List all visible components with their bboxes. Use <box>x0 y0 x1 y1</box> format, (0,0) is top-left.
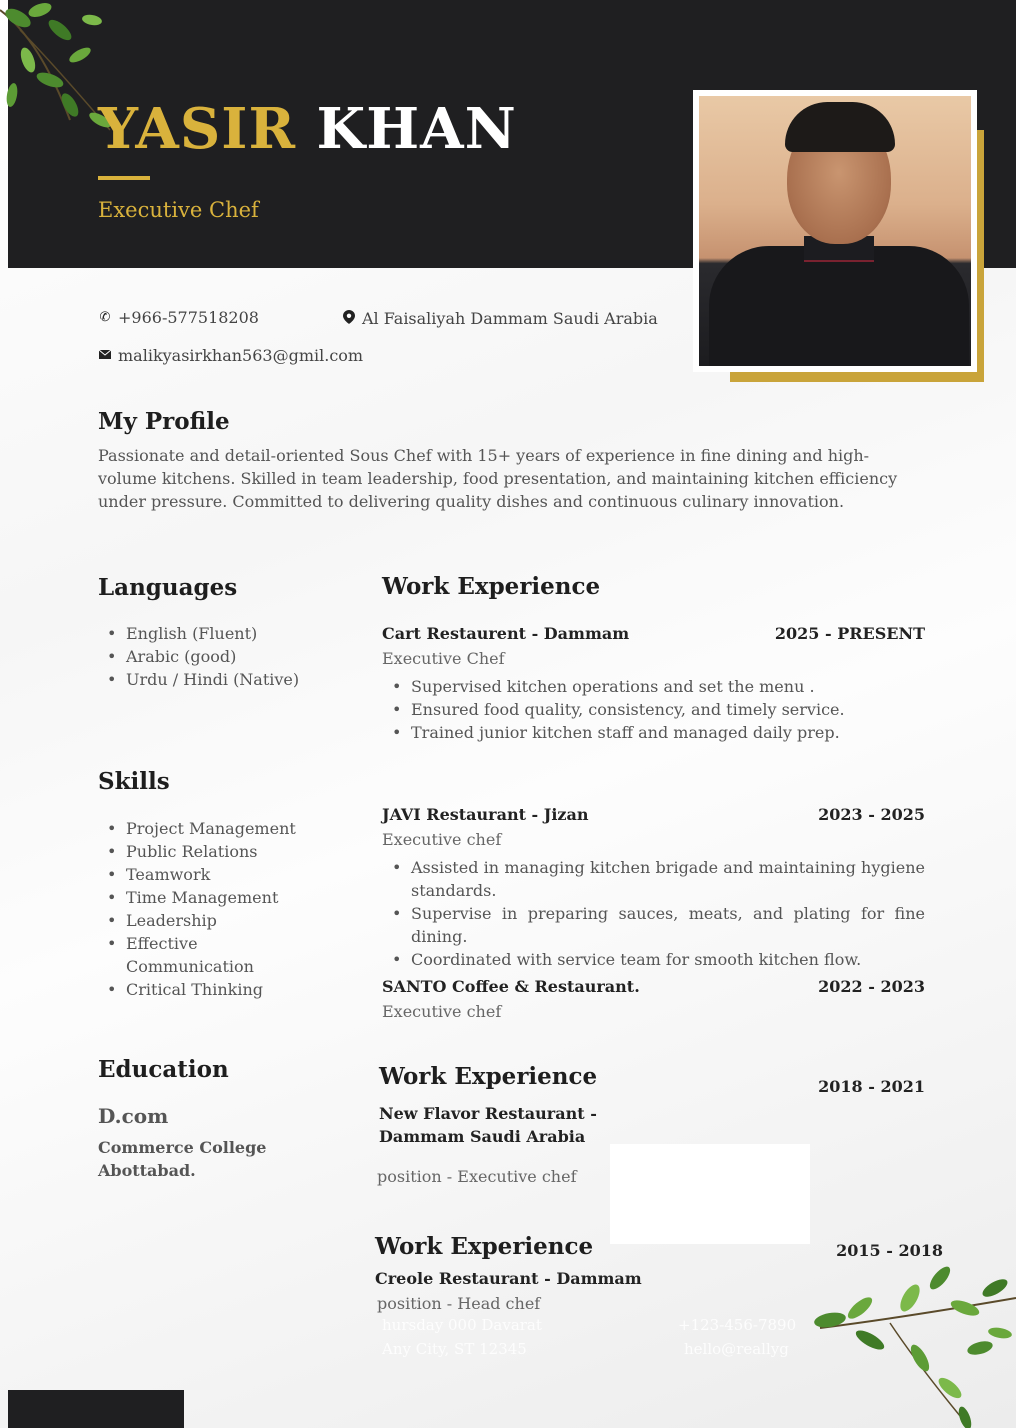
list-item: • Urdu / Hindi (Native) <box>98 668 328 691</box>
list-item: • Leadership <box>98 909 328 932</box>
page-edge <box>1016 0 1024 1428</box>
name-underline <box>98 176 150 180</box>
list-item: • Public Relations <box>98 840 328 863</box>
list-item: • Ensured food quality, consistency, and timely service. <box>382 698 925 721</box>
contact-phone <box>98 308 259 327</box>
job-role: position - Head chef <box>377 1294 541 1313</box>
job-company: JAVI Restaurant - Jizan <box>382 805 589 824</box>
ghost-text: hursday 000 Davarat <box>382 1316 542 1334</box>
profile-photo <box>699 96 971 366</box>
job-dates: 2025 - PRESENT <box>774 624 925 643</box>
work-heading: Work Experience <box>375 1233 594 1260</box>
list-item: • Supervised kitchen operations and set the menu . <box>382 675 925 698</box>
skills-heading: Skills <box>98 768 170 795</box>
phone-text: +966-577518208 <box>118 308 259 327</box>
footer-bar <box>8 1390 184 1428</box>
list-item: • Teamwork <box>98 863 328 886</box>
ghost-text: hello@reallyg <box>684 1340 789 1358</box>
list-item: • Coordinated with service team for smooth kitchen flow. <box>382 948 925 971</box>
list-item: • Critical Thinking <box>98 978 328 1001</box>
job-company: SANTO Coffee & Restaurant. <box>382 977 640 996</box>
photo-jacket <box>709 246 969 366</box>
list-item: • Project Management <box>98 817 328 840</box>
contact-location <box>342 309 658 328</box>
job-role: Executive Chef <box>382 649 505 668</box>
job-company: New Flavor Restaurant - Dammam Saudi Arabia <box>379 1104 597 1146</box>
education-school: Commerce College Abottabad. <box>98 1138 267 1180</box>
profile-heading: My Profile <box>98 408 230 435</box>
candidate-name <box>98 96 517 162</box>
job-role: Executive chef <box>382 830 502 849</box>
languages-heading: Languages <box>98 574 238 601</box>
list-item: • Arabic (good) <box>98 645 328 668</box>
job-company: Cart Restaurent - Dammam <box>382 624 630 643</box>
list-item: • Trained junior kitchen staff and managed daily prep. <box>382 721 925 744</box>
job-duties <box>382 675 925 744</box>
skills-list <box>98 817 328 1001</box>
blank-patch <box>610 1144 810 1244</box>
job-dates: 2018 - 2021 <box>818 1077 925 1096</box>
list-item: • Time Management <box>98 886 328 909</box>
work-heading: Work Experience <box>382 573 601 600</box>
education-degree: D.com <box>98 1104 169 1128</box>
profile-summary: Passionate and detail-oriented Sous Chef with 15+ years of experience in fine dining and high-volume kitchens. Skilled in team leadership, food presentation, and maintaining kitchen efficiency under pressure. Committed to delivering quality dishes and continuous culinary innovation. <box>98 446 898 511</box>
work-heading: Work Experience <box>379 1063 598 1090</box>
job-role: position - Executive chef <box>377 1167 577 1186</box>
job-title: Executive Chef <box>98 198 259 222</box>
list-item: • English (Fluent) <box>98 622 328 645</box>
job-dates: 2015 - 2018 <box>836 1241 943 1260</box>
location-pin-icon <box>342 310 356 328</box>
last-name: KHAN <box>316 96 517 162</box>
education-heading: Education <box>98 1056 229 1083</box>
ghost-text: Any City, ST 12345 <box>382 1340 527 1358</box>
list-item: • Effective Communication <box>98 932 298 978</box>
leaf-decoration-bottom-icon <box>800 1258 1016 1428</box>
job-dates: 2023 - 2025 <box>818 805 925 824</box>
languages-list <box>98 622 328 691</box>
location-text: Al Faisaliyah Dammam Saudi Arabia <box>362 309 658 328</box>
job-dates: 2022 - 2023 <box>818 977 925 996</box>
first-name: YASIR <box>98 96 297 162</box>
list-item: • Supervise in preparing sauces, meats, and plating for fine dining. <box>382 902 925 948</box>
contact-email <box>98 346 363 365</box>
photo-hair <box>785 102 895 152</box>
profile-photo-frame <box>693 90 977 372</box>
ghost-text: +123-456-7890 <box>678 1316 797 1334</box>
job-duties <box>382 856 925 971</box>
list-item: • Assisted in managing kitchen brigade and maintaining hygiene standards. <box>382 856 925 902</box>
job-role: Executive chef <box>382 1002 502 1021</box>
phone-icon: ✆ <box>99 310 111 325</box>
job-company: Creole Restaurant - Dammam <box>375 1269 642 1288</box>
mail-icon <box>98 348 112 363</box>
email-text: malikyasirkhan563@gmil.com <box>118 346 364 365</box>
